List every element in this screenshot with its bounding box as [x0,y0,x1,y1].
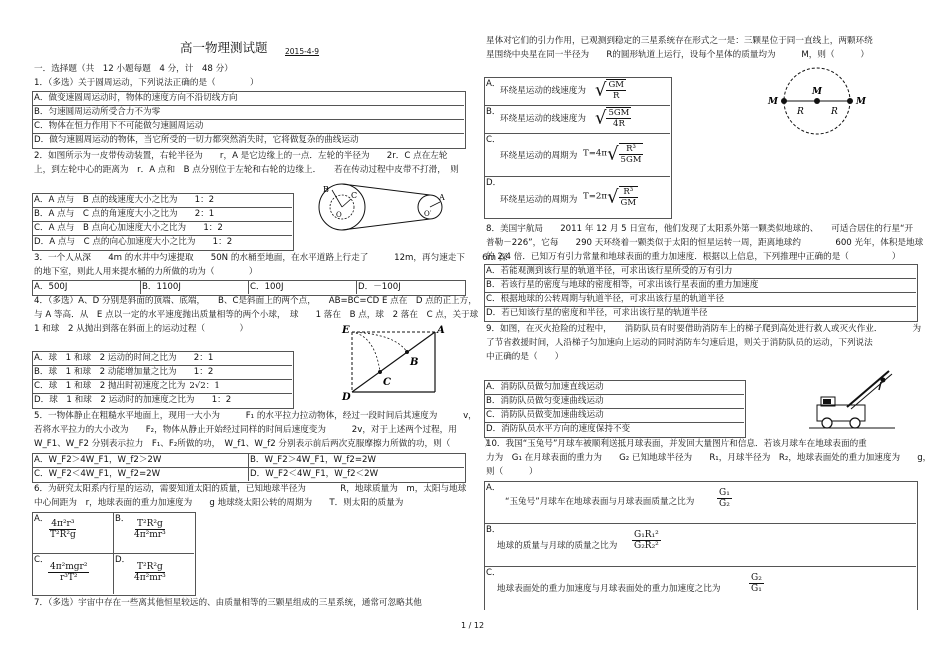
q4-option-b[interactable]: B．球 1 和球 2 动能增加量之比为 1：2 [34,367,214,377]
q7-b-formula: √ $\frac{5GM}{4R}$ [595,107,630,129]
q9-option-d[interactable]: D．消防队员水平方向的速度保持不变 [486,424,631,434]
q9-line3: 中正确的是（ ） [486,352,564,362]
q2-option-c[interactable]: C．A 点与 B 点向心加速度大小之比为 1：2 [34,223,223,233]
q10-b-fraction: $\frac{\text{G₁R₁²}}{\text{G₂R₂²}}$ [634,530,659,551]
q7-option-c[interactable]: C． [486,135,501,145]
q6-d-fraction: $\frac{\text{T²R²g}}{\text{4π²mr³}}$ [134,562,166,583]
section-heading: 一．选择题（共 12 小题每题 4 分，计 48 分） [34,64,233,74]
q6-option-a[interactable]: A． [34,514,49,524]
q1-stem: 1．（多选）关于圆周运动，下列说法正确的是（ ） [34,78,259,88]
q7-c-formula: T=4π√ $\frac{\text{R³}}{5GM}$ [583,143,642,165]
fig-label-c2: C [383,377,391,388]
q8-line3: 的 2.4 倍．已知万有引力常量和地球表面的重力加速度．根据以上信息，下列推理中正确的是（ ） [486,252,901,262]
q7-continued-line1: 星体对它们的引力作用，已观测到稳定的三星系统存在形式之一是：三颗星位于同一直线上，两颗环绕 [486,36,873,46]
fig-label-d2: D [342,392,351,402]
q6-option-c[interactable]: C． [34,555,49,565]
q1-option-c[interactable]: C．物体在恒力作用下不可能做匀速圆周运动 [34,121,204,131]
q5-line1: 5．一物体静止在粗糙水平地面上，现用一大小为 F₁ 的水平拉力拉动物体，经过一段时间后其速度为 v， [34,411,477,421]
fig-label-b2: B [410,357,419,368]
q7-option-b[interactable]: B． [486,107,501,117]
q3-option-d[interactable]: D．－100J [358,282,401,292]
q7-option-a[interactable]: A． [486,79,501,89]
q9-option-c[interactable]: C．消防队员做变加速曲线运动 [486,410,604,420]
q8-option-a[interactable]: A．若能观测到该行星的轨道半径，可求出该行星所受的万有引力 [486,266,733,276]
q4-option-c-value: 2√2：1 [189,381,220,391]
q6-line2: 中心间距为 r，地球表面的重力加速度为 g 地球绕太阳公转的周期为 T．则太阳的质量为 [34,498,404,508]
q2-line1: 2．如图所示为一皮带传动装置，右轮半径为 r，A 是它边缘上的一点．左轮的半径为 2r．C 点在左轮 [34,151,448,161]
q1-option-b[interactable]: B．匀速圆周运动所受合力不为零 [34,107,161,117]
three-star-figure [760,66,870,138]
q9-line2: 了节省救援时间，人沿梯子匀加速向上运动的同时消防车匀速后退，则关于消防队员的运动，下列说法 [486,338,873,348]
q10-option-a[interactable]: A． [486,483,501,493]
q2-line2: 上，到左轮中心的距离为 r．A 点和 B 点分别位于左轮和右轮的边缘上． 若在传动过程中皮带不打滑， 则 [34,165,459,175]
fig-label-c: C [351,191,358,200]
q3-options-box [32,280,466,296]
q2-option-d[interactable]: D．A 点与 C 点的向心加速度大小之比为 1：2 [34,237,233,247]
q4-option-a[interactable]: A．球 1 和球 2 运动的时间之比为 2：1 [34,353,214,363]
fig-label-m3: M [856,97,866,107]
q10-line1: 10．我国“玉兔号”月球车被顺利送抵月球表面，并发回大量图片和信息．若该月球车在地球表面的重 [486,439,867,449]
q9-option-a[interactable]: A．消防队员做匀加速直线运动 [486,382,604,392]
fire-truck-figure [805,365,900,435]
q10-option-b[interactable]: B． [486,525,501,535]
fig-label-m2: M [812,87,822,97]
q8-option-d[interactable]: D．若已知该行星的密度和半径，可求出该行星的轨道半径 [486,308,708,318]
q3-option-c[interactable]: C．100J [250,282,284,292]
q5-option-d[interactable]: D．W_F2＜4W_F1，W_f2＜2W [250,469,379,479]
fig-label-b: B [323,185,329,194]
q9-option-b[interactable]: B．消防队员做匀变速曲线运动 [486,396,604,406]
q4-line1: 4．（多选）A、D 分别是斜面的顶端、底端， B、C是斜面上的两个点， AB=BC=CD E 点在 D 点的正上方， [34,296,477,306]
q4-line2: 与 A 等高．从 E 点以一定的水平速度抛出质量相等的两个小球， 球 1 落在 B 点，球 2 落在 C 点，关于球 [34,310,479,320]
belt-pulley-figure [318,180,448,234]
q7-a-formula: √ $\frac{GM}{R}$ [595,79,624,101]
page-title: 高一物理测试题 [180,40,268,55]
fig-label-e: E [342,325,350,336]
q10-c-fraction: $\frac{\text{G₂}}{\text{G₁}}$ [751,573,762,594]
q4-line3: 1 和球 2 从抛出到落在斜面上的运动过程（ ） [34,324,249,334]
fig-label-r2: R [831,107,838,117]
q7-d-formula: T=2π√ $\frac{\text{R³}}{GM}$ [583,186,637,208]
q1-option-a[interactable]: A．做变速圆周运动时，物体的速度方向不沿切线方向 [34,93,238,103]
q8-option-c[interactable]: C．根据地球的公转周期与轨道半径，可求出该行星的轨道半径 [486,294,725,304]
q10-line3: 则（ ） [486,467,538,477]
q6-option-b[interactable]: B． [115,514,130,524]
q2-option-a[interactable]: A．A 点与 B 点的线速度大小之比为 1：2 [34,195,215,205]
q5-option-c[interactable]: C．W_F2＜4W_F1，W_f2=2W [34,469,161,479]
q6-c-fraction: $\frac{\text{4π²mgr²}}{\text{r³T²}}$ [50,562,88,583]
incline-figure [340,322,445,402]
q7-line1: 7．（多选）宇宙中存在一些离其他恒星较远的、由质量相等的三颗星组成的三星系统，通常可忽略其他 [34,598,422,608]
q6-a-fraction: $\frac{\text{4π²r³}}{\text{T²R²g}}$ [50,519,76,540]
q6-line1: 6．为研究太阳系内行星的运动，需要知道太阳的质量，已知地球半径为 R，地球质量为 m，太阳与地球 [34,484,467,494]
fig-label-a2: A [437,325,445,336]
q7-continued-line2: 星围绕中央星在同一半径为 R的圆形轨道上运行，设每个星体的质量均为 M，则（ ） [486,50,869,60]
q4-option-d[interactable]: D．球 1 和球 2 运动时的加速度之比为 1：2 [34,395,232,405]
q10-a-fraction: $\frac{\text{G₁}}{\text{G₂}}$ [719,488,730,509]
q6-option-d[interactable]: D． [115,555,131,565]
fig-label-o: O [336,211,342,219]
q3-option-b[interactable]: B．1100J [142,282,181,292]
q5-line3: W_F1、W_F2 分别表示拉力 F₁、F₂所做的功， W_f1、W_f2 分别表示前后两次克服摩擦力所做的功，则（ ） [34,439,494,449]
q3-option-a[interactable]: A．500J [34,282,68,292]
page-number: 1 / 12 [461,621,485,630]
q5-option-b[interactable]: B．W_F2＞4W_F1，W_f2=2W [250,455,377,465]
fig-label-r1: R [797,107,804,117]
q2-option-b[interactable]: B．A 点与 C 点的角速度大小之比为 2：1 [34,209,215,219]
q7-option-d[interactable]: D． [486,178,502,188]
q1-option-d[interactable]: D．做匀速圆周运动的物体，当它所受的一切力都突然消失时，它将做复杂的曲线运动 [34,135,359,145]
q8-line2: 普勒－226”，它每 290 天环绕着一颗类似于太阳的恒星运转一周，距离地球约 600 光年，体积是地球 [486,238,924,248]
fig-label-a: A [439,193,445,202]
q8-option-b[interactable]: B．若该行星的密度与地球的密度相等，可求出该行星表面的重力加速度 [486,280,759,290]
fig-label-o2: O′ [424,210,432,218]
q4-option-c[interactable]: C．球 1 和球 2 抛出时初速度之比为 2√2：1 [34,381,220,391]
q3-line2: 的地下室，则此人用来提水桶的力所做的功为（ ） [34,267,258,277]
q6-b-fraction: $\frac{\text{T²R²g}}{\text{4π²mr³}}$ [134,519,166,540]
q5-option-a[interactable]: A．W_F2＞4W_F1，W_f2＞2W [34,455,162,465]
q3-line1: 3．一个人从深 4m 的水井中匀速提取 50N 的水桶至地面，在水平道路上行走了 12m，再匀速走下 6m 深 [34,253,508,263]
q10-line2: 力为 G₁ 在月球表面的重力为 G₂ 已知地球半径为 R₁，月球半径为 R₂，地球表面处的重力加速度为 g， [486,453,932,463]
exam-date: 2015-4-9 [285,47,320,56]
q8-line1: 8．美国宇航局 2011 年 12 月 5 日宣布，他们发现了太阳系外第一颗类似地球的、 可适合居住的行星“开 [486,224,914,234]
q9-line1: 9．如图，在灭火抢险的过程中， 消防队员有时要借助消防车上的梯子爬到高处进行救人或灭火作业． 为 [486,324,922,334]
q10-option-c[interactable]: C． [486,568,501,578]
fig-label-m1: M [768,97,778,107]
q5-line2: 若将水平拉力的大小改为 F₂，物体从静止开始经过同样的时间后速度变为 2v，对于上述两个过程，用 [34,425,457,435]
